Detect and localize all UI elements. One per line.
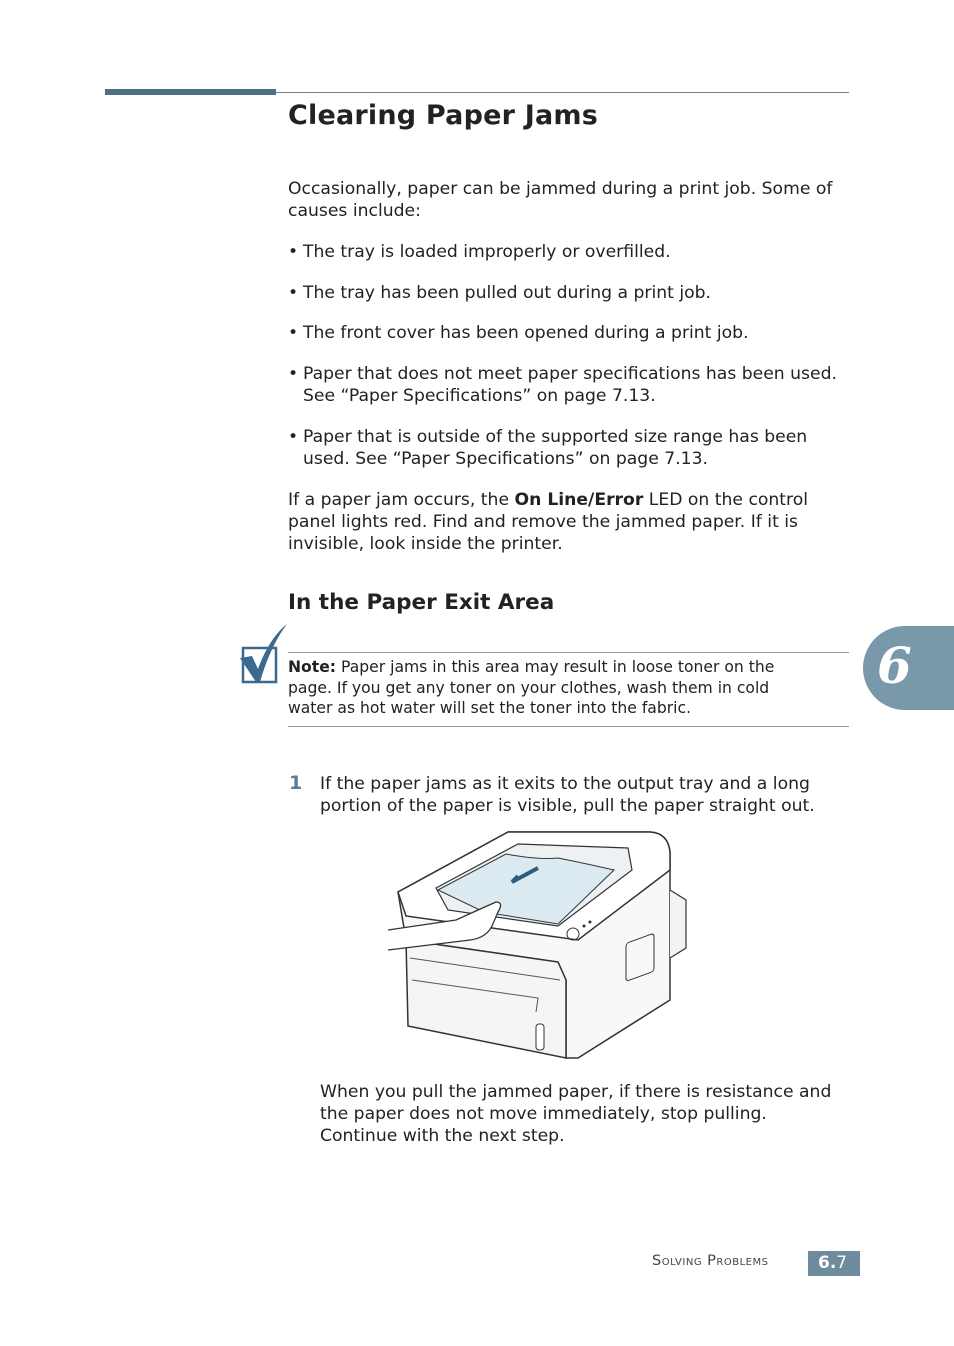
led-paragraph bbox=[288, 489, 808, 555]
footer-section-text: Solving Problems bbox=[652, 1253, 769, 1269]
page-number bbox=[818, 1253, 847, 1273]
intro-line-2: causes include: bbox=[288, 201, 421, 221]
bullet-text: The tray is loaded improperly or overfilled. bbox=[303, 242, 671, 262]
led-line-3: invisible, look inside the printer. bbox=[288, 534, 563, 554]
after-line-2: the paper does not move immediately, stop pulling. bbox=[320, 1104, 767, 1124]
bullet-text: The front cover has been opened during a print job. bbox=[303, 323, 749, 343]
led-text-post: LED on the control bbox=[643, 490, 809, 510]
bullet-text: Paper that does not meet paper specifications has been used. bbox=[303, 364, 837, 384]
note-line-2: page. If you get any toner on your clothes, wash them in cold bbox=[288, 678, 770, 697]
bullet-dot: • bbox=[288, 427, 299, 447]
header-rule-thin bbox=[276, 92, 849, 93]
after-line-1: When you pull the jammed paper, if there is resistance and bbox=[320, 1082, 832, 1102]
bullet-item bbox=[288, 363, 837, 407]
printer-paper-jam-illustration bbox=[388, 830, 690, 1064]
bullet-text: The tray has been pulled out during a print job. bbox=[303, 283, 711, 303]
footer-section-name bbox=[652, 1253, 768, 1269]
header-rule-thick bbox=[105, 89, 276, 95]
note-line-3: water as hot water will set the toner into the fabric. bbox=[288, 699, 692, 717]
page-number-index: 7 bbox=[836, 1253, 848, 1273]
bullet-text: Paper that is outside of the supported size range has been bbox=[303, 427, 808, 447]
intro-paragraph bbox=[288, 178, 832, 222]
note-rule-bottom bbox=[288, 726, 849, 727]
led-name: On Line/Error bbox=[514, 490, 644, 510]
note-line-1 bbox=[288, 657, 850, 678]
after-line-3: Continue with the next step. bbox=[320, 1126, 565, 1146]
note-rule-top bbox=[288, 652, 849, 653]
checkmark-note-icon bbox=[238, 622, 288, 688]
after-step-paragraph bbox=[320, 1081, 831, 1147]
note-text-1: Paper jams in this area may result in loose toner on the bbox=[336, 658, 775, 676]
step-number: 1 bbox=[289, 772, 303, 794]
bullet-text-cont: used. See “Paper Specifications” on page 7.13. bbox=[303, 449, 708, 469]
section-heading: In the Paper Exit Area bbox=[288, 590, 555, 615]
bullet-item bbox=[288, 322, 749, 344]
step-line-2: portion of the paper is visible, pull the paper straight out. bbox=[320, 796, 815, 816]
led-line-1 bbox=[288, 489, 808, 511]
bullet-text-cont: See “Paper Specifications” on page 7.13. bbox=[303, 386, 656, 406]
step-paragraph bbox=[320, 773, 815, 817]
page-title: Clearing Paper Jams bbox=[288, 100, 599, 131]
step-line-1: If the paper jams as it exits to the output tray and a long bbox=[320, 774, 810, 794]
note-paragraph bbox=[288, 657, 850, 719]
led-line-2: panel lights red. Find and remove the jammed paper. If it is bbox=[288, 512, 799, 532]
bullet-dot: • bbox=[288, 242, 299, 262]
bullet-dot: • bbox=[288, 323, 299, 343]
chapter-number: 6 bbox=[877, 636, 912, 695]
bullet-item bbox=[288, 426, 807, 470]
bullet-item bbox=[288, 282, 711, 304]
page-number-chapter: 6. bbox=[818, 1253, 837, 1273]
bullet-dot: • bbox=[288, 364, 299, 384]
note-label: Note: bbox=[288, 658, 337, 676]
bullet-item bbox=[288, 241, 671, 263]
led-text-pre: If a paper jam occurs, the bbox=[288, 490, 515, 510]
bullet-dot: • bbox=[288, 283, 299, 303]
intro-line-1: Occasionally, paper can be jammed during a print job. Some of bbox=[288, 179, 833, 199]
